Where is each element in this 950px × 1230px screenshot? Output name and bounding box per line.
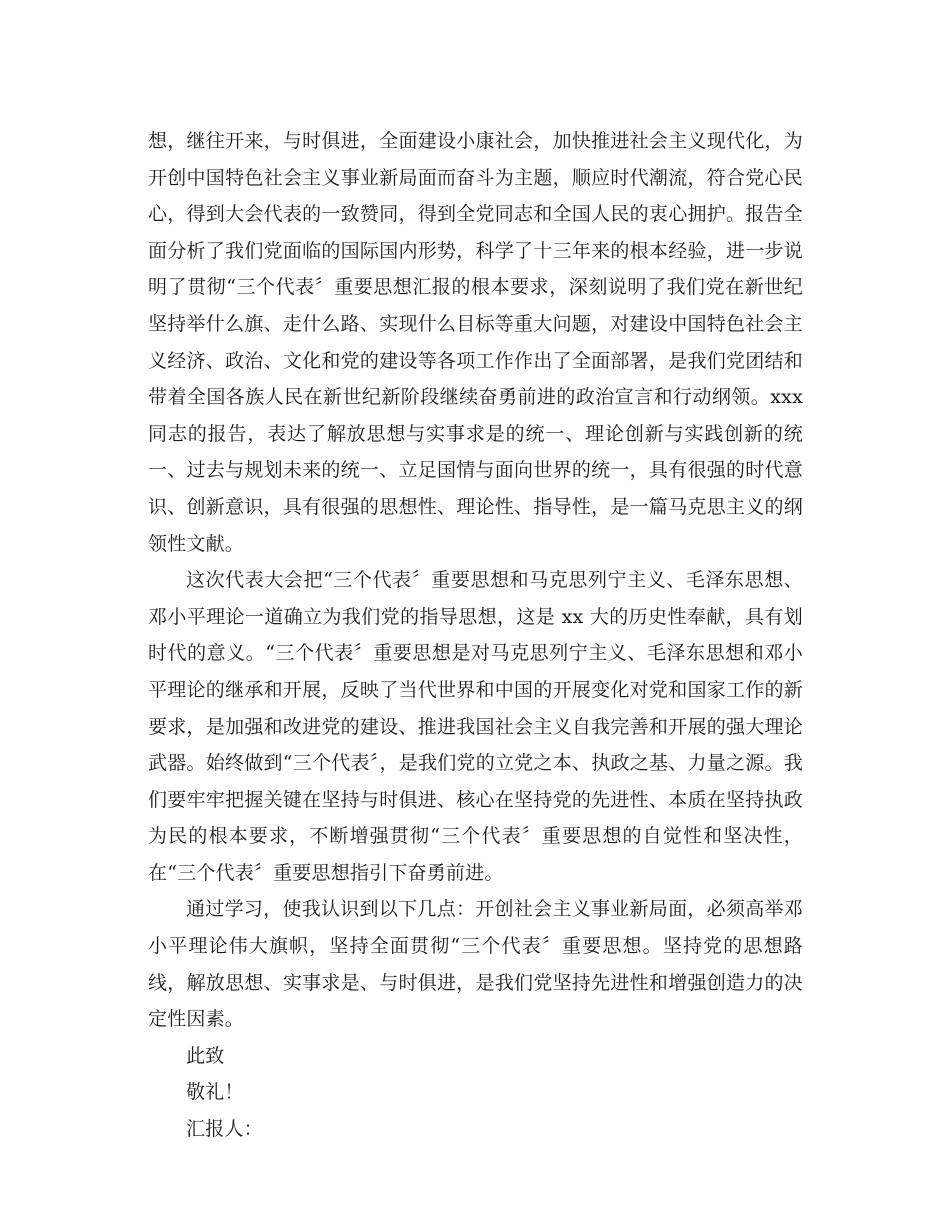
paragraph-three-represents: 这次代表大会把“三个代表〞重要思想和马克思列宁主义、毛泽东思想、邓小平理论一道确立为我们党的指导思想，这是 xx 大的历史性奉献，具有划时代的意义。“三个代表〞重要思想是对马克思列宁主义、毛泽东思想和邓小平理论的继承和开展，反映了当代世界和中国的开展变化对党和国家工作的新要求，是加强和改进党的建设、推进我国社会主义自我完善和开展的强大理论武器。始终做到“三个代表〞，是我们党的立党之本、执政之基、力量之源。我们要牢牢把握关键在坚持与时俱进、核心在坚持党的先进性、本质在坚持执政为民的根本要求，不断增强贯彻“三个代表〞重要思想的自觉性和坚决性，在“三个代表〞重要思想指引下奋勇前进。 [148, 569, 803, 884]
paragraph-learning-summary: 通过学习，使我认识到以下几点：开创社会主义事业新局面，必须高举邓小平理论伟大旗帜，坚持全面贯彻“三个代表〞重要思想。坚持党的思想路线，解放思想、实事求是、与时俱进，是我们党坚持先进性和增强创造力的决定性因素。 [148, 898, 803, 1031]
document-body [148, 123, 803, 1148]
closing-regards: 敬礼！ [186, 1081, 244, 1104]
closing-salutation: 此致 [186, 1044, 225, 1067]
closing-reporter: 汇报人： [186, 1118, 263, 1141]
paragraph-continuation: 想，继往开来，与时俱进，全面建设小康社会，加快推进社会主义现代化，为开创中国特色社会主义事业新局面而奋斗为主题，顺应时代潮流，符合党心民心，得到大会代表的一致赞同，得到全党同志和全国人民的衷心拥护。报告全面分析了我们党面临的国际国内形势，科学了十三年来的根本经验，进一步说明了贯彻“三个代表〞重要思想汇报的根本要求，深刻说明了我们党在新世纪坚持举什么旗、走什么路、实现什么目标等重大问题，对建设中国特色社会主义经济、政治、文化和党的建设等各项工作作出了全面部署，是我们党团结和带着全国各族人民在新世纪新阶段继续奋勇前进的政治宣言和行动纲领。xxx 同志的报告，表达了解放思想与实事求是的统一、理论创新与实践创新的统一、过去与规划未来的统一、立足国情与面向世界的统一，具有很强的时代意识、创新意识，具有很强的思想性、理论性、指导性，是一篇马克思主义的纲领性文献。 [148, 130, 803, 555]
